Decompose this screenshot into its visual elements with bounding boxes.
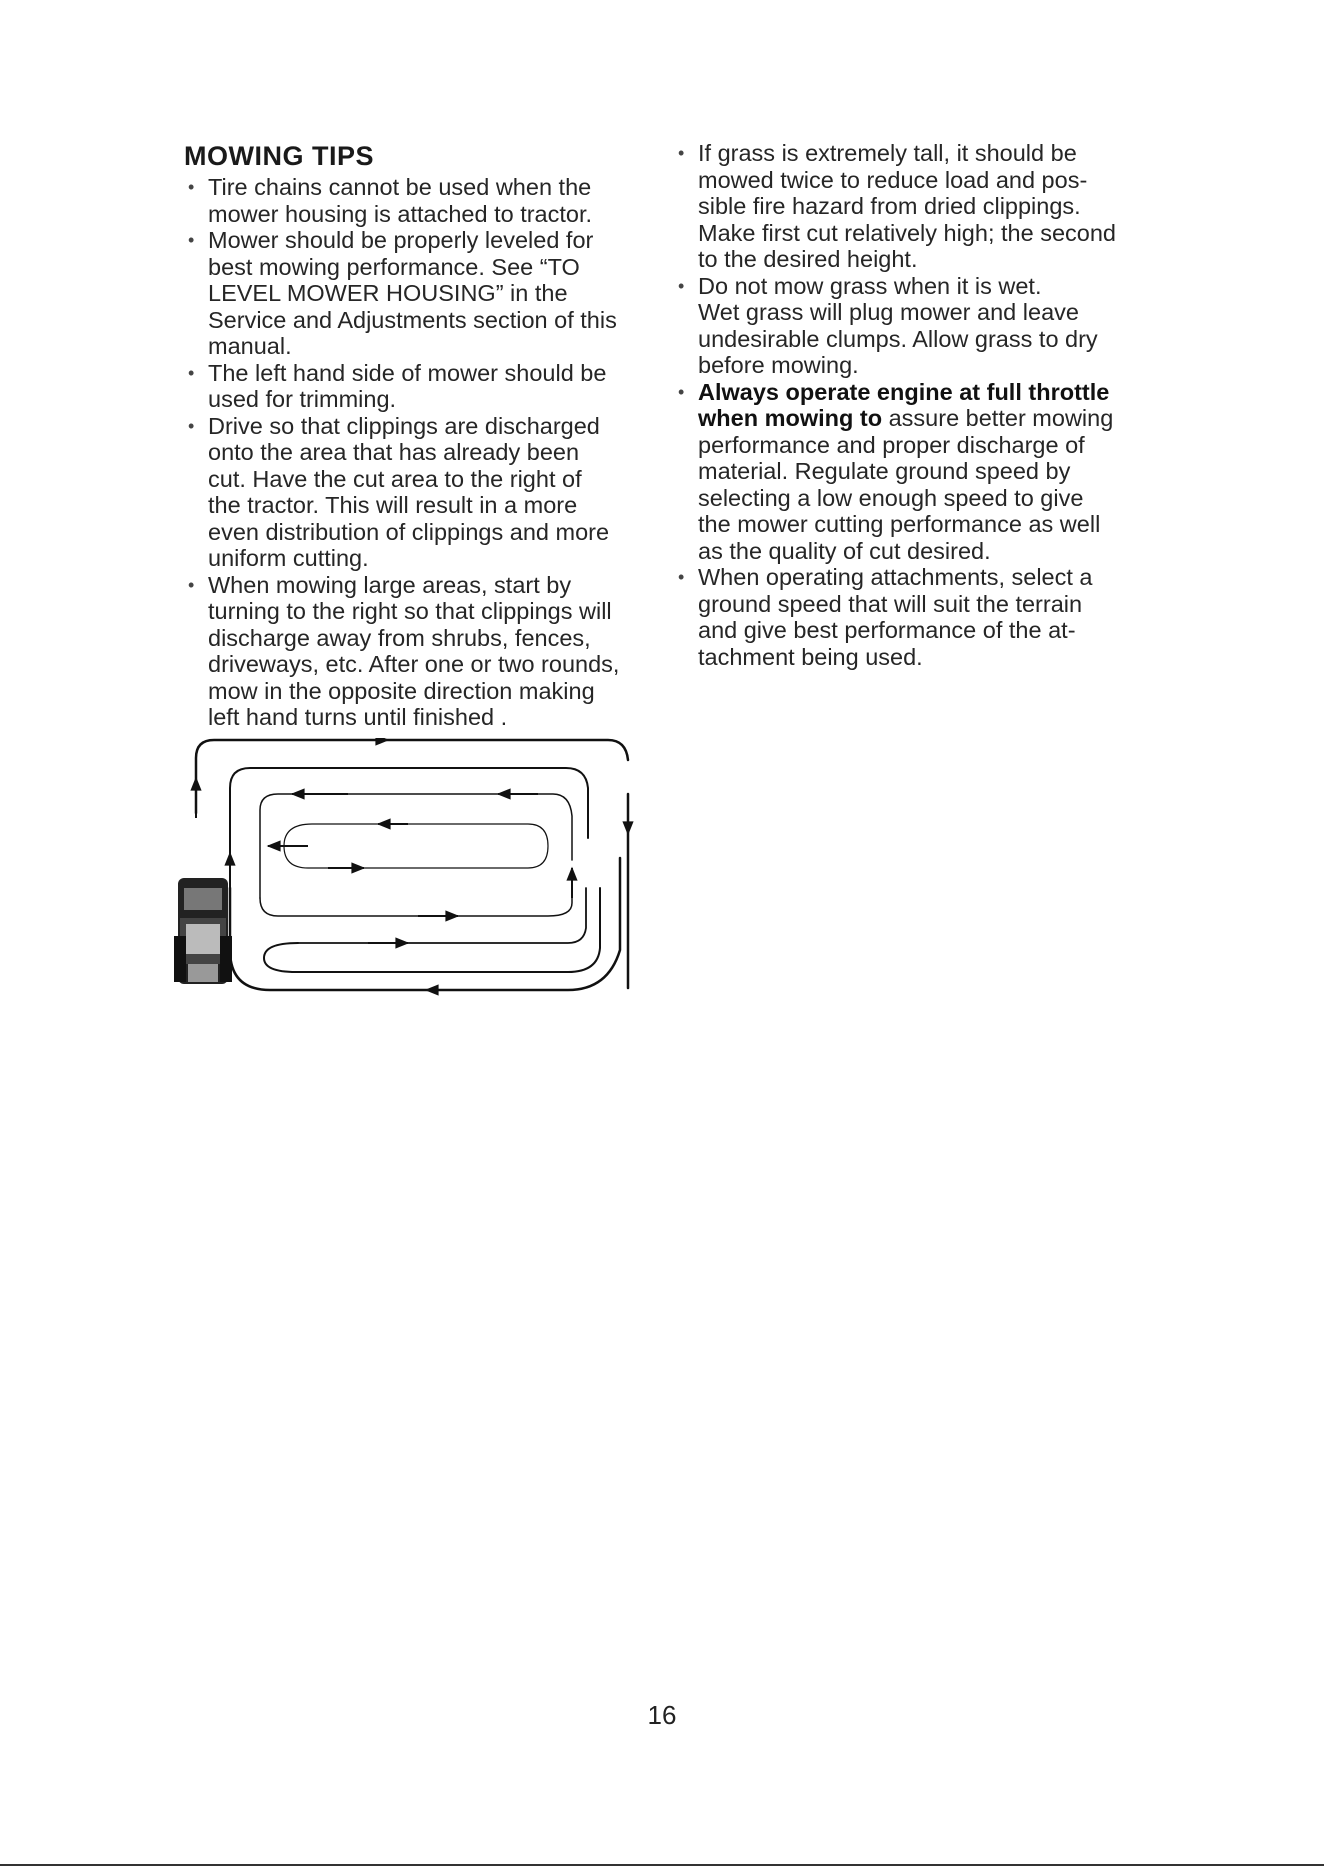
text-line: Make first cut relatively high; the second [698,219,1116,246]
list-item [674,564,1174,670]
right-tips-list [674,140,1174,670]
text-line: uniform cutting. [208,545,369,571]
text-line: • When mowing large areas, start by [208,571,572,598]
text-line: to the desired height. [698,246,918,272]
text-line: the mower cutting performance as well [698,511,1101,537]
text-line: tachment being used. [698,643,923,670]
section-title: MOWING TIPS [184,141,374,171]
text-line: • Mower should be properly leveled for [208,227,594,253]
text-line: even distribution of clippings and more [208,518,610,545]
text-line: driveways, etc. After one or two rounds, [208,651,620,677]
bold-text: when mowing to [698,405,883,431]
bottom-c-path-2 [264,888,600,972]
text-line: the tractor. This will result in a more [208,492,578,518]
loop-2-bottom [230,858,620,990]
text-line: • When operating attachments, select a [698,564,1093,590]
list-item [184,360,664,413]
list-item [674,379,1174,565]
page-bottom-rule [0,1864,1324,1866]
text-line: undesirable clumps. Allow grass to dry [698,325,1098,352]
list-item [184,174,664,227]
text-line: discharge away from shrubs, fences, [208,624,591,651]
text-line: manual. [208,333,292,359]
text-line: mower housing is attached to tractor. [208,200,593,227]
text-line: • Do not mow grass when it is wet. [698,272,1042,299]
text-line: as the quality of cut desired. [698,537,991,564]
text-line: • If grass is extremely tall, it should be [698,140,1077,166]
right-column [674,140,1174,670]
text-line: onto the area that has already been [208,439,580,465]
text-line: mowed twice to reduce load and pos- [698,166,1088,193]
list-item [184,227,664,360]
mowing-pattern-diagram [168,738,638,998]
text-line: cut. Have the cut area to the right of [208,465,582,492]
text-line: Service and Adjustments section of this [208,306,617,333]
text-line: selecting a low enough speed to give [698,484,1084,511]
inner-loop [284,824,548,868]
text-line: before mowing. [698,352,859,378]
text-line: best mowing performance. See “TO [208,253,580,280]
text-line: and give best performance of the at- [698,617,1076,643]
text-line: ground speed that will suit the terrain [698,590,1083,617]
bold-text-line: • Always operate engine at full throttle [698,378,1110,405]
left-column [184,140,664,731]
text-line: mow in the opposite direction making [208,677,595,704]
loop-3-bottom [260,878,572,916]
text-fragment: assure better mowing [882,405,1114,431]
list-item [674,140,1174,273]
left-tips-list [184,174,664,731]
list-item [184,413,664,572]
page-number: 16 [647,1700,677,1730]
text-line: LEVEL MOWER HOUSING” in the [208,280,568,306]
text-line: used for trimming. [208,386,397,412]
list-item [184,572,664,731]
text-line: • The left hand side of mower should be [208,359,607,386]
text-line: • Tire chains cannot be used when the [208,174,592,200]
text-line: left hand turns until finished . [208,704,508,730]
text-line: sible fire hazard from dried clippings. [698,193,1081,219]
list-item [674,273,1174,379]
text-line: turning to the right so that clippings will [208,598,612,624]
text-line: performance and proper discharge of [698,431,1085,458]
tractor-icon [174,878,232,984]
text-line [698,405,1174,432]
text-line: material. Regulate ground speed by [698,458,1071,484]
text-line: Wet grass will plug mower and leave [698,299,1079,325]
text-line: • Drive so that clippings are discharged [208,412,600,439]
